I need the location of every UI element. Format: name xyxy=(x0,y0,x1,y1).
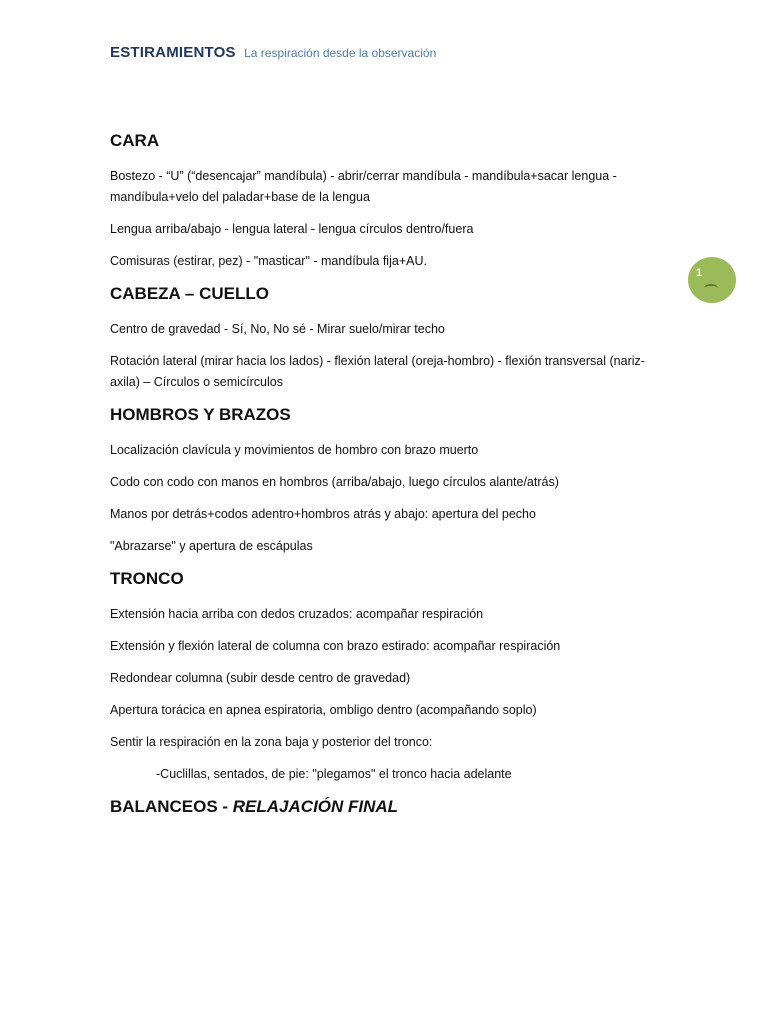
paragraph: Redondear columna (subir desde centro de gravedad) xyxy=(110,671,411,685)
paragraph: Lengua arriba/abajo - lengua lateral - lengua círculos dentro/fuera xyxy=(110,222,474,236)
section-heading: TRONCO xyxy=(110,569,184,588)
paragraph: Localización clavícula y movimientos de hombro con brazo muerto xyxy=(110,443,479,457)
paragraph: Extensión y flexión lateral de columna con brazo estirado: acompañar respiración xyxy=(110,639,561,653)
curl-icon xyxy=(704,284,718,292)
section-balanceos xyxy=(110,796,650,818)
heading-text: BALANCEOS - xyxy=(110,797,233,816)
paragraph: Centro de gravedad - Sí, No, No sé - Mirar suelo/mirar techo xyxy=(110,322,445,336)
paragraph: Codo con codo con manos en hombros (arriba/abajo, luego círculos alante/atrás) xyxy=(110,475,559,489)
section-tronco xyxy=(110,568,650,785)
indented-paragraph: -Cuclillas, sentados, de pie: "plegamos" el tronco hacia adelante xyxy=(156,767,512,781)
page-header xyxy=(110,44,436,62)
paragraph: Extensión hacia arriba con dedos cruzados: acompañar respiración xyxy=(110,607,484,621)
paragraph: Rotación lateral (mirar hacia los lados) - flexión lateral (oreja-hombro) - flexión transversal (nariz-axila) – Círculos o semicírculos xyxy=(110,354,645,389)
heading-italic-text: RELAJACIÓN FINAL xyxy=(232,797,399,816)
paragraph: Bostezo - “U” (“desencajar” mandíbula) - abrir/cerrar mandíbula - mandíbula+sacar lengua - mandíbula+velo del paladar+base de la lengua xyxy=(110,169,617,204)
paragraph: Comisuras (estirar, pez) - "masticar" - mandíbula fija+AU. xyxy=(110,254,427,268)
section-heading: HOMBROS Y BRAZOS xyxy=(110,405,291,424)
section-heading xyxy=(110,796,650,818)
document-subtitle: La respiración desde la observación xyxy=(244,46,437,60)
paragraph: Manos por detrás+codos adentro+hombros atrás y abajo: apertura del pecho xyxy=(110,507,536,521)
section-cabeza-cuello xyxy=(110,283,650,393)
section-heading: CABEZA – CUELLO xyxy=(110,284,269,303)
paragraph: Apertura torácica en apnea espiratoria, ombligo dentro (acompañando soplo) xyxy=(110,703,537,717)
section-hombros-brazos xyxy=(110,404,650,557)
section-cara xyxy=(110,130,650,272)
section-heading: CARA xyxy=(110,131,160,150)
paragraph: "Abrazarse" y apertura de escápulas xyxy=(110,539,313,553)
page-number: 1 xyxy=(696,267,703,279)
document-title: ESTIRAMIENTOS xyxy=(110,44,236,61)
paragraph: Sentir la respiración en la zona baja y posterior del tronco: xyxy=(110,735,433,749)
document-body xyxy=(110,130,650,832)
page-number-badge[interactable] xyxy=(688,257,736,303)
